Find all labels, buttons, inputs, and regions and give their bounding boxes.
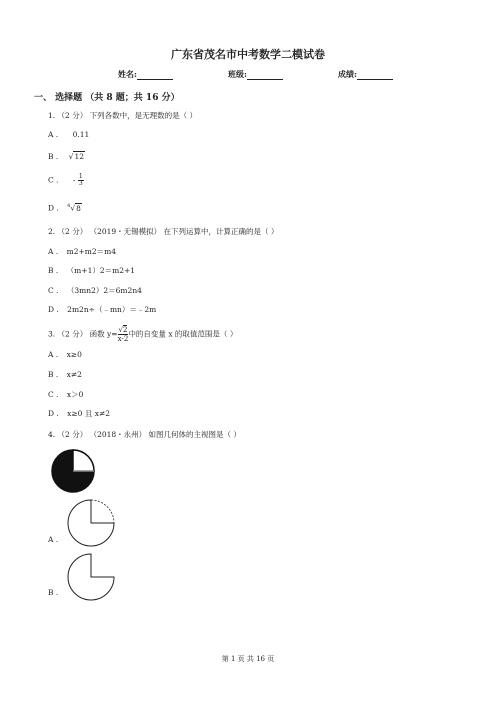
option-b-figure [66, 552, 120, 602]
score-label: 成绩: [338, 69, 357, 79]
question-2-option-d [48, 304, 156, 315]
sqrt-expression [69, 152, 85, 161]
option-letter: D . [48, 203, 59, 213]
option-text: 2m2n÷（﹣mn）＝﹣2m [67, 305, 157, 314]
radical-icon: √ [118, 326, 123, 334]
function-fraction [118, 326, 129, 343]
score-blank[interactable] [357, 71, 393, 80]
question-1-option-d [48, 203, 82, 213]
question-1-option-a [48, 130, 89, 139]
stem-suffix: 中的自变量 x 的取值范围是（ ） [128, 329, 238, 339]
outline-shape [68, 554, 114, 600]
question-1-stem: 1. （2 分） 下列各数中，是无理数的是（ ） [48, 111, 197, 120]
option-letter: C . [48, 175, 59, 185]
question-4-option-b [48, 588, 58, 597]
option-text: （3mn2）2＝6m2n4 [66, 286, 142, 295]
page-title: 广东省茂名市中考数学二模试卷 [171, 48, 325, 61]
question-2-stem: 2. （2 分） （2019・无锡模拟） 在下列运算中，计算正确的是（ ） [48, 227, 279, 236]
solid-cutout [73, 450, 94, 471]
option-text: x≥0 [66, 350, 82, 359]
root-expression [67, 203, 82, 213]
name-blank[interactable] [137, 71, 173, 80]
question-1-option-b [48, 152, 85, 161]
class-label: 班级: [228, 69, 247, 79]
fraction-numerator: 1 [78, 173, 83, 180]
fraction-denominator: 3 [78, 180, 83, 187]
class-field [228, 69, 283, 80]
option-letter: A . [48, 130, 59, 139]
option-letter: A . [48, 247, 59, 256]
dashed-arc [91, 500, 114, 523]
solid-figure [50, 448, 96, 494]
question-3-option-a [48, 350, 82, 359]
section-heading: 一、 选择题 （共 8 题；共 16 分） [34, 93, 180, 103]
page-footer: 第 1 页 共 16 页 [221, 655, 275, 663]
radicand: 8 [76, 203, 81, 213]
option-letter: B . [48, 266, 59, 275]
question-2-option-a [48, 246, 116, 257]
option-letter: D . [48, 409, 59, 418]
question-3-option-b [48, 370, 82, 379]
name-field [118, 69, 173, 80]
option-letter: C . [48, 390, 59, 399]
option-text: （m+1）2＝m2+1 [66, 266, 136, 275]
question-2-option-c [48, 285, 142, 296]
question-2-option-b [48, 265, 135, 276]
option-letter: A . [48, 535, 59, 544]
fraction-numerator: √2 [118, 326, 128, 334]
option-text: m2+m2＝m4 [66, 247, 117, 256]
radical-icon: √ [70, 203, 76, 213]
name-label: 姓名: [118, 69, 137, 79]
question-3-stem [48, 326, 237, 343]
class-blank[interactable] [247, 71, 283, 80]
question-3-option-d [48, 408, 110, 419]
score-field [338, 69, 393, 80]
radicand: 12 [74, 152, 84, 161]
option-letter: B . [48, 588, 59, 597]
question-4-option-a [48, 535, 58, 544]
question-1-option-c [48, 174, 84, 187]
option-a-figure [66, 498, 116, 548]
fraction-denominator: x-2 [117, 335, 129, 343]
question-3-option-c [48, 389, 83, 400]
option-text: x≥0 且 x≠2 [67, 409, 111, 418]
option-text: x＞0 [66, 390, 84, 399]
option-text: x≠2 [66, 370, 82, 379]
stem-prefix: 3. （2 分） 函数 y= [48, 329, 118, 339]
root-index: 4 [67, 203, 71, 209]
option-letter: B . [48, 152, 59, 161]
minus-sign: - [72, 175, 76, 185]
fraction [78, 174, 84, 187]
option-letter: D . [48, 305, 59, 314]
option-letter: B . [48, 370, 59, 379]
question-4-stem: 4. （2 分） （2018・永州） 如图几何体的主视图是（ ） [48, 430, 241, 439]
option-text: 0.11 [72, 130, 90, 139]
option-letter: C . [48, 286, 59, 295]
radical-icon: √ [68, 152, 74, 161]
option-letter: A . [48, 350, 59, 359]
